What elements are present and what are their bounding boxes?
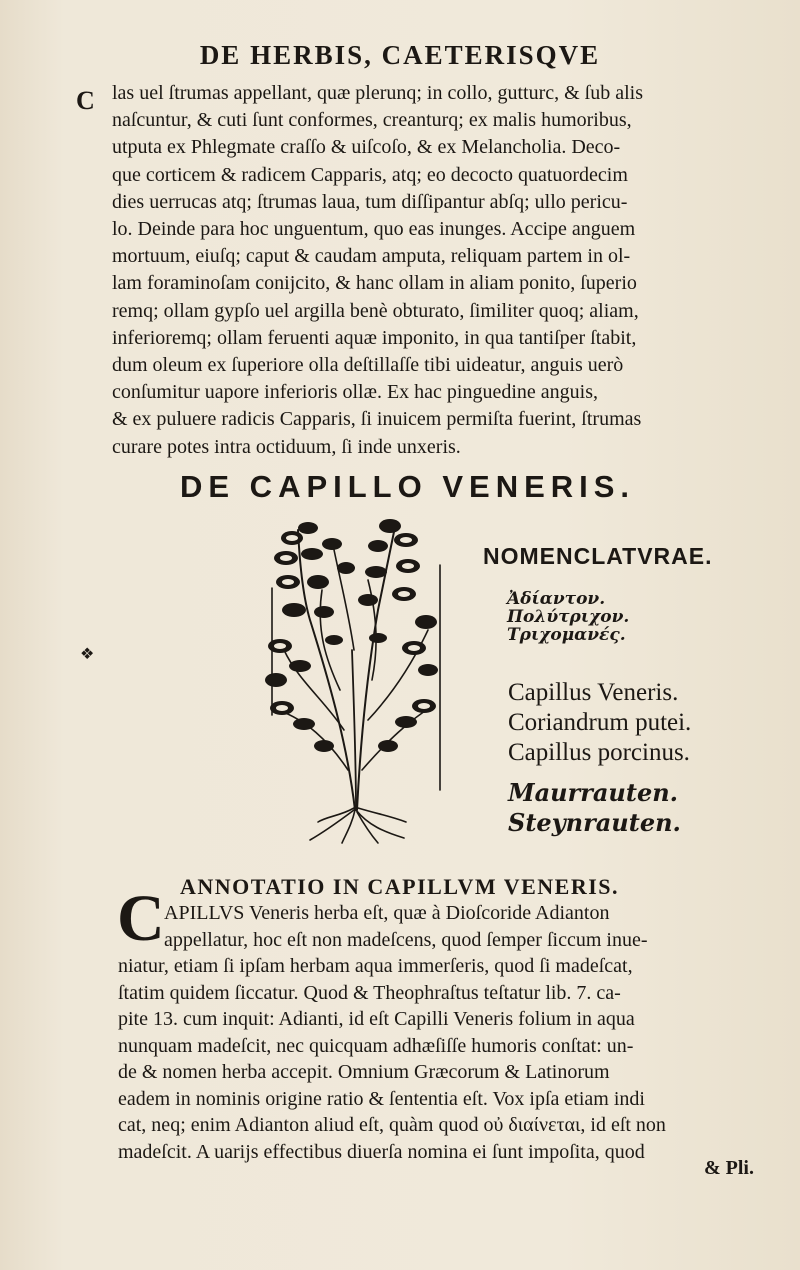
text-line: niatur, etiam ſi ipſam herbam aqua immerſeris, quod ſi madeſcat, — [118, 955, 633, 977]
greek-name: Τριχομανές. — [507, 625, 626, 645]
text-line: mortuum, eiuſq; caput & caudam amputa, reliquam partem in ol- — [112, 245, 631, 268]
text-line: remq; ollam gypſo uel argilla benè obturato, ſimiliter quoq; aliam, — [112, 299, 639, 322]
text-line: eadem in nominis origine ratio & ſententia eſt. Vox ipſa etiam indi — [118, 1087, 645, 1110]
text-line: lam foraminoſam conijcito, & hanc ollam in aliam ponito, ſuperio — [112, 272, 637, 295]
greek-names — [507, 590, 629, 644]
latin-name: Capillus porcinus. — [508, 739, 690, 766]
initial-letter: C — [117, 882, 165, 955]
text-line: inferioremq; ollam feruenti aquæ imponito, in qua tantiſper ſtabit, — [112, 326, 637, 349]
text-line: naſcuntur, & cuti ſunt conformes, creanturq; ex malis humoribus, — [112, 109, 632, 132]
paragraph-strumas — [112, 80, 730, 461]
german-name: Steynrauten. — [508, 808, 681, 837]
text-line: nunquam madeſcit, nec quicquam adhæſiſſe humoris conſtat: un- — [118, 1034, 634, 1057]
running-head: DE HERBIS, CAETERISQVE — [199, 40, 601, 70]
text-line: ſtatim quidem ſiccatur. Quod & Theophraſtus teſtatur lib. 7. ca- — [118, 981, 621, 1004]
text-line: de & nomen herba accepit. Omnium Græcorum & Latinorum — [118, 1061, 610, 1083]
text-line: APILLVS Veneris herba eſt, quæ à Dioſcoride Adianton — [164, 902, 610, 924]
margin-letter-marker: C — [76, 86, 95, 115]
annotation-heading: ANNOTATIO IN CAPILLVM VENERIS. — [180, 874, 620, 899]
section-title: DE CAPILLO VENERIS. — [180, 469, 636, 504]
greek-name: Πολύτριχον. — [507, 607, 630, 627]
paragraph-annotation — [118, 900, 758, 1165]
text-line: dies uerrucas atq; ſtrumas laua, tum diſſipantur abſq; ullo pericu- — [112, 190, 628, 213]
text-line: las uel ſtrumas appellant, quæ plerunq; in collo, gutturc, & ſub alis — [112, 82, 644, 104]
text-line: lo. Deinde para hoc unguentum, quo eas inunges. Accipe anguem — [112, 218, 636, 241]
marginal-fleuron-icon: ❖ — [80, 644, 95, 663]
text-line: dum oleum ex ſuperiore olla deſtillaſſe tibi uideatur, anguis uerò — [112, 354, 624, 377]
text-line: pite 13. cum inquit: Adianti, id eſt Capilli Veneris folium in aqua — [118, 1008, 635, 1030]
catchword: & Pli. — [704, 1157, 754, 1179]
text-line: madeſcit. A uarijs effectibus diuerſa nomina ei ſunt impoſita, quod — [118, 1140, 645, 1163]
text-line: utputa ex Phlegmate craſſo & uiſcoſo, & ex Melancholia. Deco- — [112, 136, 621, 159]
fern-woodcut-illustration — [228, 510, 486, 845]
latin-name: Coriandrum putei. — [508, 709, 692, 736]
text-line: conſumitur uapore inferioris ollæ. Ex hac pinguedine anguis, — [112, 381, 598, 404]
text-line: cat, neq; enim Adianton aliud eſt, quàm quod οὐ διαίνεται, id eſt non — [118, 1114, 666, 1136]
text-line: que corticem & radicem Capparis, atq; eo decocto quatuordecim — [112, 163, 628, 186]
latin-name: Capillus Veneris. — [508, 679, 679, 706]
german-name: Maurrauten. — [508, 778, 679, 807]
greek-name: Ἀδίαντον. — [507, 589, 606, 609]
text-line: appellatur, hoc eſt non madeſcens, quod ſemper ſiccum inue- — [164, 928, 648, 951]
german-names — [508, 778, 681, 838]
text-line: & ex puluere radicis Capparis, ſi inuicem permiſta fuerint, ſtrumas — [112, 408, 642, 431]
latin-names — [508, 678, 691, 768]
nomenclature-heading: NOMENCLATVRAE. — [483, 543, 713, 569]
text-line: curare potes intra octiduum, ſi inde unxeris. — [112, 435, 461, 458]
